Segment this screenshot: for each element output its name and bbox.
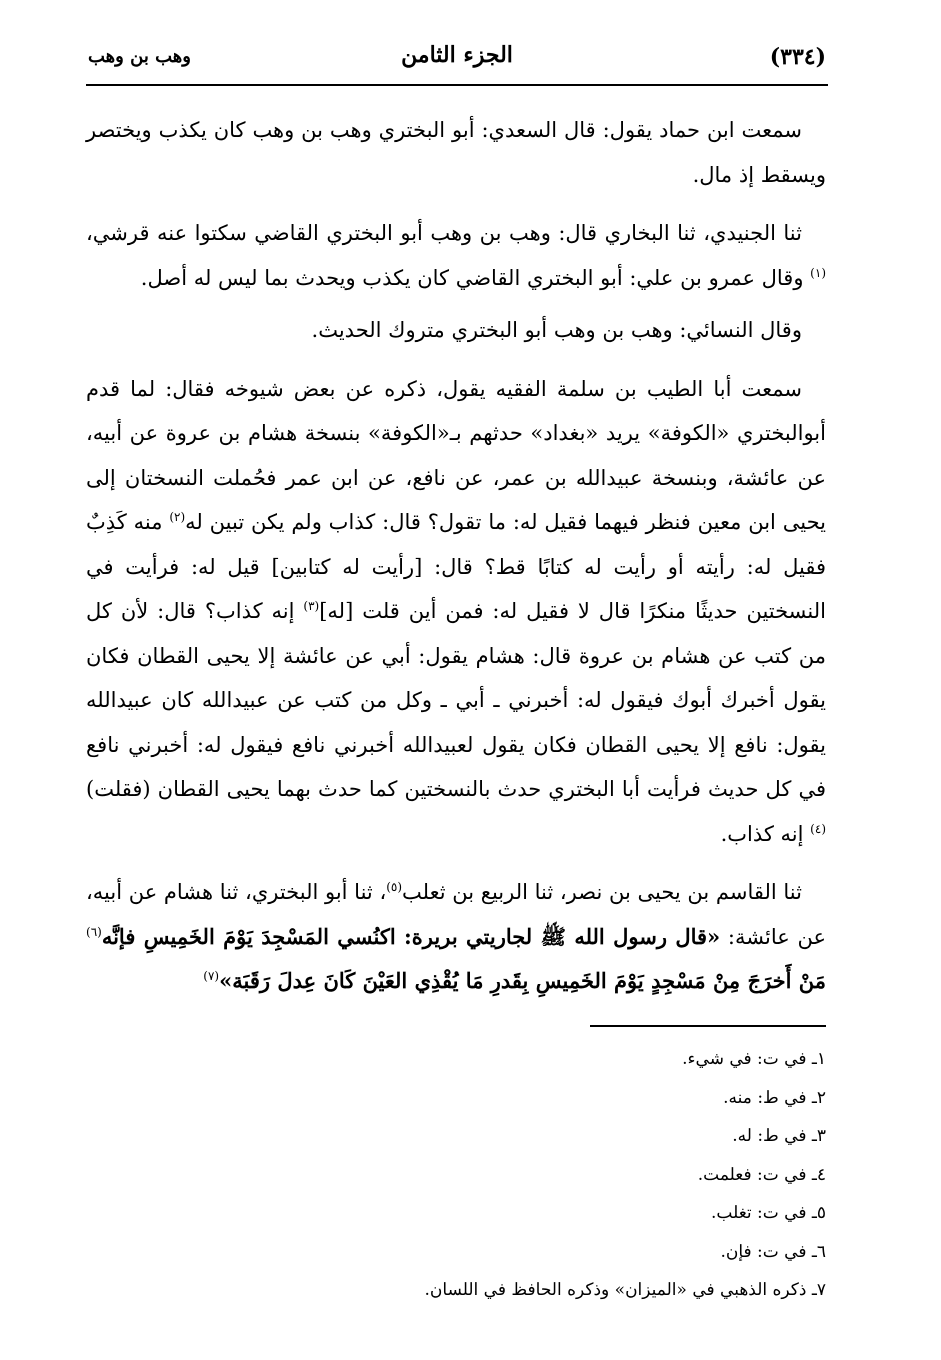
footnote-1: ١ـ في ت: في شيء.: [682, 1049, 826, 1069]
paragraph-4-text-d: إنه كذاب.: [720, 821, 811, 846]
paragraph-4-text-a: سمعت أبا الطيب بن سلمة الفقيه يقول، ذكره عن بعض شيوخه فقال: لما قدم أبوالبختري «الكوفة» يريد «بغداد» حدثهم بـ«الكوفة» بنسخة هشام بن عروة عن أبيه، عن عائشة، وبنسخة عبيدالله بن عمر، عن نافع، عن ابن عمر فحُملت النسختان إلى يحيى ابن معين فنظر فيهما فقيل له: ما تقول؟ قال: كذاب ولم يكن تبين له: [86, 376, 826, 534]
footnote-ref-1[interactable]: (١): [810, 265, 826, 280]
paragraph-5-text-a: ثنا القاسم بن يحيى بن نصر، ثنا الربيع بن ثعلب: [402, 880, 802, 904]
paragraph-4: [86, 367, 826, 857]
footnote-separator: [590, 1025, 826, 1027]
paragraph-4-text-b: منه كَذِبٌ فقيل له: رأيته أو رأيت له كتابًا قط؟ قال: [رأيت له كتابين] قيل له: فرأيت في النسختين حديثًا منكرًا قال لا فقيل له: فمن أين قلت [له]: [86, 510, 826, 623]
footnote-4: ٤ـ في ت: فعلمت.: [697, 1164, 826, 1185]
paragraph-5: [86, 870, 826, 1004]
paragraph-2: [86, 211, 826, 300]
paragraph-2-text-a: ثنا الجنيدي، ثنا البخاري قال: وهب بن وهب أبو البختري القاضي سكتوا عنه قرشي،: [86, 221, 802, 245]
paragraph-3-text: وقال النسائي: وهب بن وهب أبو البختري متروك الحديث.: [311, 318, 802, 342]
running-header: [88, 40, 826, 80]
header-rule: [86, 84, 828, 86]
footnote-ref-3[interactable]: (٣): [303, 599, 320, 613]
paragraph-2-text-b: وقال عمرو بن علي: أبو البختري القاضي كان يكذب ويحدث بما ليس له أصل.: [140, 265, 811, 290]
footnotes: [86, 1040, 826, 1310]
footnote-6: ٦ـ في ت: فإن.: [720, 1241, 826, 1262]
footnote-7: ٧ـ ذكره الذهبي في «الميزان» وذكره الحافظ في اللسان.: [424, 1280, 826, 1300]
hadith-quote-a: «قال رسول الله ﷺ لجاريتي بريرة: اكنُسي المَسْجِدَ يَوْمَ الخَمِيسِ فإنَّه: [101, 923, 721, 949]
volume-title: الجزء الثامن: [401, 42, 513, 68]
paragraph-4-text-c: إنه كذاب؟ قال: لأن كل من كتب عن هشام بن عروة قال: هشام يقول: أبي عن عائشة إلا يحيى القطان فكان يقول أخبرك أبوك فيقول له: أخبرني ـ أبي ـ وكل من كتب عن عبيدالله كان عبيدالله يقول: نافع إلا يحيى القطان فكان يقول لعبيدالله أخبرني نافع فيقول له: أخبرني نافع في كل حديث فرأيت أبا البختري حدث بالنسختين كما حدث بهما يحيى القطان (فقلت): [86, 599, 826, 801]
footnote-ref-2[interactable]: (٢): [169, 510, 186, 524]
footnote-ref-4[interactable]: (٤): [810, 821, 826, 836]
footnote-ref-7[interactable]: (٧): [203, 969, 220, 983]
main-text: [86, 108, 826, 1018]
paragraph-1: [86, 108, 826, 197]
footnote-3: ٣ـ في ط: له.: [732, 1126, 826, 1146]
footnote-2: ٢ـ في ط: منه.: [723, 1087, 826, 1108]
paragraph-1-text: سمعت ابن حماد يقول: قال السعدي: أبو البختري وهب بن وهب كان يكذب ويختصر ويسقط إذ مال.: [86, 118, 826, 187]
footnote-ref-5[interactable]: (٥): [386, 880, 403, 894]
paragraph-3: [86, 308, 826, 353]
entry-title: وهب بن وهب: [88, 46, 191, 67]
footnote-ref-6[interactable]: (٦): [86, 924, 102, 939]
footnote-5: ٥ـ في ت: تغلب.: [710, 1203, 826, 1223]
page-number: (٣٣٤): [769, 44, 826, 70]
hadith-quote-b: مَنْ أَخرَجَ مِنْ مَسْجِدٍ يَوْمَ الخَمِيسِ بِقَدرِ مَا يُقْذِي العَيْنَ كَانَ عِدلَ رَقَبَة»: [219, 968, 826, 993]
paragraph-5-text-b: ، ثنا أبو البختري، ثنا هشام عن أبيه، عن عائشة:: [85, 880, 826, 949]
